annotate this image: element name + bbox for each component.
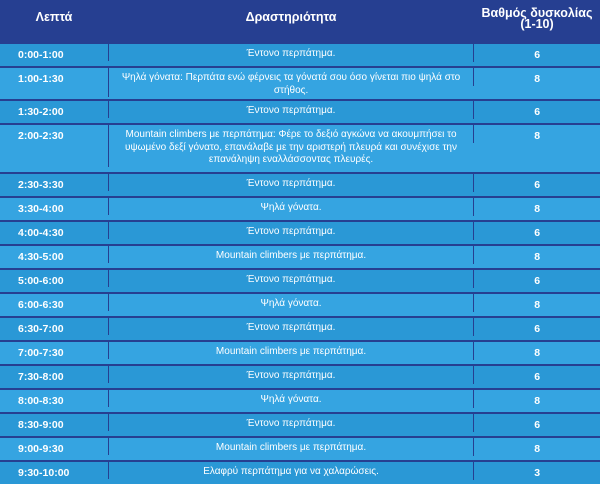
difficulty-cell: 8 — [473, 390, 600, 408]
activity-cell: Έντονο περπάτημα. — [108, 270, 473, 287]
difficulty-cell: 8 — [473, 198, 600, 216]
table-row — [0, 42, 600, 66]
header-difficulty-line2: (1-10) — [520, 17, 554, 31]
table-row — [0, 460, 600, 484]
table-row — [0, 172, 600, 196]
header-difficulty — [474, 0, 600, 30]
table-row — [0, 123, 600, 172]
header-minutes: Λεπτά — [35, 10, 73, 24]
activity-cell: Έντονο περπάτημα. — [108, 414, 473, 431]
activity-cell: Mountain climbers με περπάτημα. — [108, 246, 473, 263]
activity-cell: Mountain climbers με περπάτημα. — [108, 438, 473, 455]
time-cell: 4:30-5:00 — [18, 251, 64, 263]
activity-cell: Ψηλά γόνατα: Περπάτα ενώ φέρνεις τα γόνατά σου όσο γίνεται πιο ψηλά στο στήθος. — [108, 68, 473, 97]
table-row — [0, 388, 600, 412]
table-row — [0, 196, 600, 220]
difficulty-cell: 6 — [473, 318, 600, 336]
time-cell: 1:00-1:30 — [18, 73, 64, 85]
header-difficulty-line1: Βαθμός δυσκολίας — [481, 6, 593, 20]
time-cell: 8:00-8:30 — [18, 395, 64, 407]
difficulty-cell: 6 — [473, 44, 600, 62]
difficulty-cell: 6 — [473, 414, 600, 432]
time-cell: 8:30-9:00 — [18, 419, 64, 431]
time-cell: 1:30-2:00 — [18, 106, 64, 118]
difficulty-cell: 8 — [473, 246, 600, 264]
activity-cell: Ψηλά γόνατα. — [108, 198, 473, 215]
table-row — [0, 364, 600, 388]
table-body — [0, 42, 600, 484]
time-cell: 7:30-8:00 — [18, 371, 64, 383]
difficulty-cell: 6 — [473, 101, 600, 119]
difficulty-cell: 6 — [473, 366, 600, 384]
table-row — [0, 66, 600, 99]
time-cell: 0:00-1:00 — [18, 49, 64, 61]
activity-cell: Έντονο περπάτημα. — [108, 366, 473, 383]
time-cell: 4:00-4:30 — [18, 227, 64, 239]
time-cell: 6:30-7:00 — [18, 323, 64, 335]
table-row — [0, 316, 600, 340]
table-header — [0, 0, 600, 42]
activity-cell: Έντονο περπάτημα. — [108, 174, 473, 191]
time-cell: 3:30-4:00 — [18, 203, 64, 215]
time-cell: 6:00-6:30 — [18, 299, 64, 311]
difficulty-cell: 8 — [473, 438, 600, 456]
activity-cell: Mountain climbers με περπάτημα. — [108, 342, 473, 359]
difficulty-cell: 8 — [473, 342, 600, 360]
time-cell: 2:00-2:30 — [18, 130, 64, 142]
difficulty-cell: 3 — [473, 462, 600, 480]
time-cell: 7:00-7:30 — [18, 347, 64, 359]
table-row — [0, 412, 600, 436]
table-row — [0, 268, 600, 292]
activity-cell: Ελαφρύ περπάτημα για να χαλαρώσεις. — [108, 462, 473, 479]
activity-cell: Έντονο περπάτημα. — [108, 222, 473, 239]
difficulty-cell: 8 — [473, 294, 600, 312]
time-cell: 9:00-9:30 — [18, 443, 64, 455]
difficulty-cell: 6 — [473, 270, 600, 288]
activity-cell: Ψηλά γόνατα. — [108, 390, 473, 407]
difficulty-cell: 8 — [473, 68, 600, 86]
difficulty-cell: 6 — [473, 222, 600, 240]
activity-cell: Mountain climbers με περπάτημα: Φέρε το δεξιό αγκώνα να ακουμπήσει το υψωμένο δεξί γόνατο, επανάλαβε με την αριστερή πλευρά και συνέχισε την επανάληψη εναλλάσσοντας πλευρές. — [108, 125, 473, 167]
activity-cell: Ψηλά γόνατα. — [108, 294, 473, 311]
table-row — [0, 292, 600, 316]
table-row — [0, 340, 600, 364]
table-row — [0, 436, 600, 460]
activity-cell: Έντονο περπάτημα. — [108, 101, 473, 118]
table-row — [0, 244, 600, 268]
header-activity: Δραστηριότητα — [245, 10, 337, 24]
activity-cell: Έντονο περπάτημα. — [108, 44, 473, 61]
difficulty-cell: 8 — [473, 125, 600, 143]
difficulty-cell: 6 — [473, 174, 600, 192]
table-row — [0, 220, 600, 244]
time-cell: 5:00-6:00 — [18, 275, 64, 287]
time-cell: 2:30-3:30 — [18, 179, 64, 191]
table-row — [0, 99, 600, 123]
activity-cell: Έντονο περπάτημα. — [108, 318, 473, 335]
time-cell: 9:30-10:00 — [18, 467, 70, 479]
